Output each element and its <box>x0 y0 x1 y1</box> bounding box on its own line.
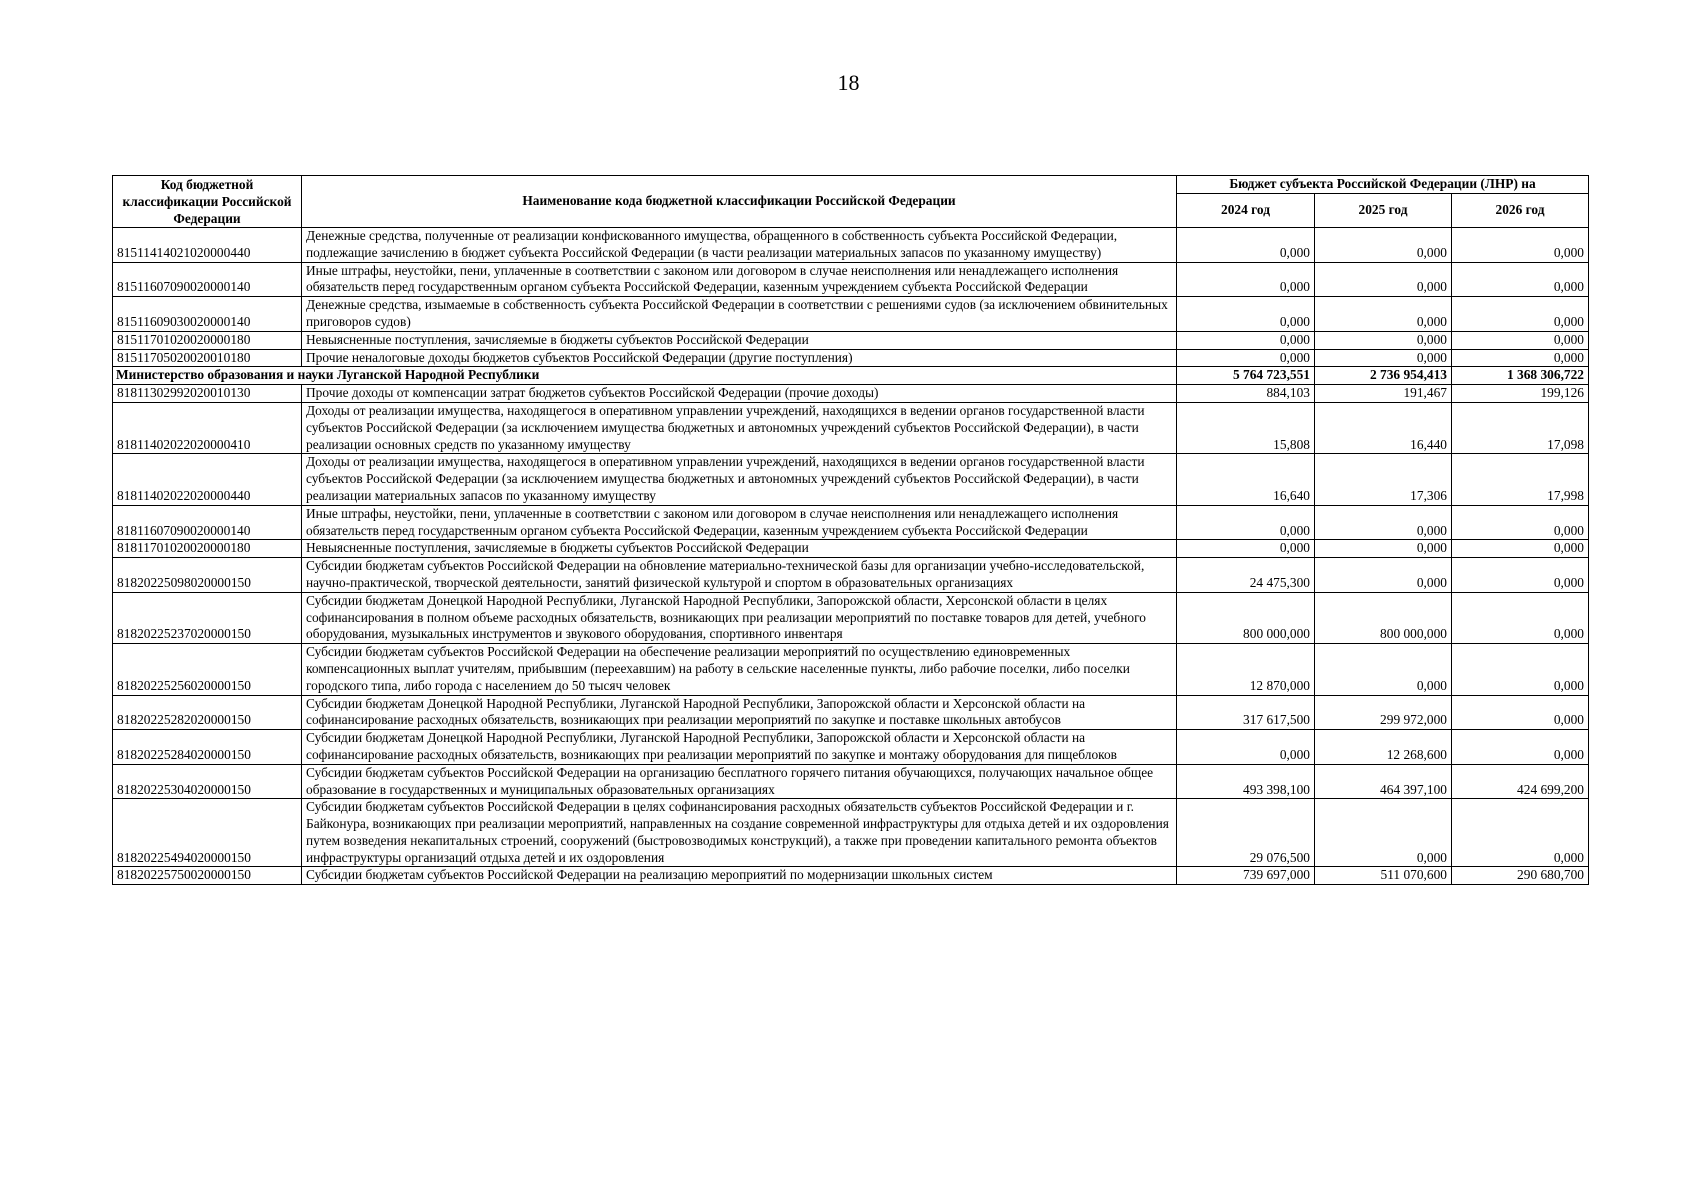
amount-2024: 5 764 723,551 <box>1177 367 1315 385</box>
budget-code: 81511609030020000140 <box>113 297 302 332</box>
amount-2026: 0,000 <box>1452 540 1589 558</box>
page-number: 18 <box>837 70 860 95</box>
amount-2024: 15,808 <box>1177 402 1315 453</box>
table-row <box>113 695 1589 730</box>
amount-2025: 0,000 <box>1315 297 1452 332</box>
table-row <box>113 262 1589 297</box>
amount-2025: 17,306 <box>1315 454 1452 505</box>
budget-code-name: Прочие доходы от компенсации затрат бюджетов субъектов Российской Федерации (прочие доходы) <box>302 385 1177 403</box>
table-row <box>113 867 1589 885</box>
budget-code: 81820225098020000150 <box>113 558 302 593</box>
budget-code-name: Доходы от реализации имущества, находящегося в оперативном управлении учреждений, находящихся в ведении органов государственной власти субъектов Российской Федерации (за исключением имущества бюджетных и автономных учреждений субъектов Российской Федерации), в части реализации основных средств по указанному имуществу <box>302 402 1177 453</box>
amount-2026: 0,000 <box>1452 349 1589 367</box>
amount-2026: 0,000 <box>1452 730 1589 765</box>
table-row <box>113 402 1589 453</box>
budget-code: 81811402022020000410 <box>113 402 302 453</box>
table-header <box>113 176 1589 228</box>
amount-2024: 0,000 <box>1177 540 1315 558</box>
amount-2026: 0,000 <box>1452 799 1589 867</box>
table-row <box>113 297 1589 332</box>
budget-code: 81511414021020000440 <box>113 228 302 263</box>
amount-2025: 0,000 <box>1315 644 1452 695</box>
header-name: Наименование кода бюджетной классификации Российской Федерации <box>302 176 1177 228</box>
table-row <box>113 385 1589 403</box>
amount-2026: 290 680,700 <box>1452 867 1589 885</box>
amount-2026: 0,000 <box>1452 228 1589 263</box>
budget-code-name: Невыясненные поступления, зачисляемые в бюджеты субъектов Российской Федерации <box>302 540 1177 558</box>
budget-code: 81820225282020000150 <box>113 695 302 730</box>
amount-2024: 24 475,300 <box>1177 558 1315 593</box>
amount-2026: 0,000 <box>1452 505 1589 540</box>
amount-2025: 2 736 954,413 <box>1315 367 1452 385</box>
amount-2024: 16,640 <box>1177 454 1315 505</box>
budget-code: 81511705020020010180 <box>113 349 302 367</box>
table-row <box>113 228 1589 263</box>
table-row <box>113 799 1589 867</box>
budget-code-name: Субсидии бюджетам субъектов Российской Федерации на реализацию мероприятий по модернизации школьных систем <box>302 867 1177 885</box>
amount-2024: 884,103 <box>1177 385 1315 403</box>
table-row <box>113 558 1589 593</box>
budget-code-name: Иные штрафы, неустойки, пени, уплаченные в соответствии с законом или договором в случае неисполнения или ненадлежащего исполнения обязательств перед государственным органом субъекта Российской Федерации, казенным учреждением субъекта Российской Федерации <box>302 262 1177 297</box>
budget-code: 81820225304020000150 <box>113 764 302 799</box>
amount-2026: 0,000 <box>1452 331 1589 349</box>
header-year-2026: 2026 год <box>1452 193 1589 227</box>
amount-2024: 0,000 <box>1177 349 1315 367</box>
budget-code-name: Субсидии бюджетам субъектов Российской Федерации в целях софинансирования расходных обязательств субъектов Российской Федерации и г. Байконура, возникающих при реализации мероприятий, направленных на создание современной инфраструктуры для отдыха детей и их оздоровления путем возведения некапитальных строений, сооружений (быстровозводимых конструкций), а также при проведении капитального ремонта объектов инфраструктуры организаций отдыха детей и их оздоровления <box>302 799 1177 867</box>
budget-code-name: Иные штрафы, неустойки, пени, уплаченные в соответствии с законом или договором в случае неисполнения или ненадлежащего исполнения обязательств перед государственным органом субъекта Российской Федерации, казенным учреждением субъекта Российской Федерации <box>302 505 1177 540</box>
amount-2024: 0,000 <box>1177 262 1315 297</box>
amount-2025: 0,000 <box>1315 349 1452 367</box>
budget-table <box>112 175 1589 885</box>
ministry-row <box>113 367 1589 385</box>
amount-2024: 0,000 <box>1177 228 1315 263</box>
amount-2025: 511 070,600 <box>1315 867 1452 885</box>
budget-code-name: Денежные средства, полученные от реализации конфискованного имущества, обращенного в собственность субъекта Российской Федерации, подлежащие зачислению в бюджет субъекта Российской Федерации (в части реализации материальных запасов по указанному имуществу) <box>302 228 1177 263</box>
budget-code: 81820225237020000150 <box>113 592 302 643</box>
amount-2024: 29 076,500 <box>1177 799 1315 867</box>
budget-code: 81511701020020000180 <box>113 331 302 349</box>
header-year-2024: 2024 год <box>1177 193 1315 227</box>
amount-2025: 0,000 <box>1315 228 1452 263</box>
amount-2025: 0,000 <box>1315 558 1452 593</box>
budget-code-name: Субсидии бюджетам субъектов Российской Федерации на организацию бесплатного горячего питания обучающихся, получающих начальное общее образование в государственных и муниципальных образовательных организациях <box>302 764 1177 799</box>
table-row <box>113 349 1589 367</box>
budget-code-name: Субсидии бюджетам субъектов Российской Федерации на обновление материально-технической базы для организации учебно-исследовательской, научно-практической, творческой деятельности, занятий физической культурой и спортом в образовательных организациях <box>302 558 1177 593</box>
table-row <box>113 730 1589 765</box>
amount-2026: 0,000 <box>1452 558 1589 593</box>
budget-code-name: Доходы от реализации имущества, находящегося в оперативном управлении учреждений, находящихся в ведении органов государственной власти субъектов Российской Федерации (за исключением имущества бюджетных и автономных учреждений субъектов Российской Федерации), в части реализации материальных запасов по указанному имуществу <box>302 454 1177 505</box>
header-budget-group: Бюджет субъекта Российской Федерации (ЛНР) на <box>1177 176 1589 194</box>
budget-code: 81820225494020000150 <box>113 799 302 867</box>
budget-code-name: Субсидии бюджетам Донецкой Народной Республики, Луганской Народной Республики, Запорожской области и Херсонской области на софинансирование расходных обязательств, возникающих при реализации мероприятий по закупке и поставке школьных автобусов <box>302 695 1177 730</box>
amount-2024: 800 000,000 <box>1177 592 1315 643</box>
budget-code-name: Субсидии бюджетам Донецкой Народной Республики, Луганской Народной Республики, Запорожской области и Херсонской области на софинансирование расходных обязательств, возникающих при реализации мероприятий по закупке и монтажу оборудования для пищеблоков <box>302 730 1177 765</box>
budget-code-name: Субсидии бюджетам Донецкой Народной Республики, Луганской Народной Республики, Запорожской области, Херсонской области в целях софинансирования в полном объеме расходных обязательств, возникающих при реализации мероприятий по поставке товаров для детей, учебного оборудования, музыкальных инструментов и звукового оборудования, спортивного инвентаря <box>302 592 1177 643</box>
budget-code-name: Невыясненные поступления, зачисляемые в бюджеты субъектов Российской Федерации <box>302 331 1177 349</box>
table-row <box>113 505 1589 540</box>
amount-2025: 12 268,600 <box>1315 730 1452 765</box>
table-body <box>113 228 1589 885</box>
amount-2025: 0,000 <box>1315 799 1452 867</box>
amount-2026: 17,098 <box>1452 402 1589 453</box>
amount-2026: 424 699,200 <box>1452 764 1589 799</box>
amount-2024: 0,000 <box>1177 505 1315 540</box>
amount-2025: 0,000 <box>1315 262 1452 297</box>
ministry-name: Министерство образования и науки Луганской Народной Республики <box>113 367 1177 385</box>
table-row <box>113 644 1589 695</box>
amount-2024: 12 870,000 <box>1177 644 1315 695</box>
amount-2025: 191,467 <box>1315 385 1452 403</box>
amount-2026: 0,000 <box>1452 262 1589 297</box>
budget-code-name: Прочие неналоговые доходы бюджетов субъектов Российской Федерации (другие поступления) <box>302 349 1177 367</box>
amount-2024: 0,000 <box>1177 331 1315 349</box>
budget-code-name: Субсидии бюджетам субъектов Российской Федерации на обеспечение реализации мероприятий по осуществлению единовременных компенсационных выплат учителям, прибывшим (переехавшим) на работу в сельские населенные пункты, либо рабочие поселки, либо поселки городского типа, либо города с населением до 50 тысяч человек <box>302 644 1177 695</box>
table-row <box>113 764 1589 799</box>
budget-code: 81820225256020000150 <box>113 644 302 695</box>
budget-code: 81511607090020000140 <box>113 262 302 297</box>
table-row <box>113 454 1589 505</box>
amount-2025: 299 972,000 <box>1315 695 1452 730</box>
table-row <box>113 540 1589 558</box>
budget-code-name: Денежные средства, изымаемые в собственность субъекта Российской Федерации в соответствии с решениями судов (за исключением обвинительных приговоров судов) <box>302 297 1177 332</box>
budget-code: 81820225750020000150 <box>113 867 302 885</box>
amount-2025: 16,440 <box>1315 402 1452 453</box>
amount-2024: 0,000 <box>1177 730 1315 765</box>
amount-2025: 0,000 <box>1315 540 1452 558</box>
table-row <box>113 592 1589 643</box>
budget-code: 81820225284020000150 <box>113 730 302 765</box>
amount-2026: 0,000 <box>1452 592 1589 643</box>
amount-2025: 800 000,000 <box>1315 592 1452 643</box>
amount-2024: 317 617,500 <box>1177 695 1315 730</box>
header-code: Код бюджетной классификации Российской Федерации <box>113 176 302 228</box>
budget-code: 81811701020020000180 <box>113 540 302 558</box>
amount-2026: 0,000 <box>1452 644 1589 695</box>
amount-2026: 199,126 <box>1452 385 1589 403</box>
budget-code: 81811402022020000440 <box>113 454 302 505</box>
amount-2024: 739 697,000 <box>1177 867 1315 885</box>
header-year-2025: 2025 год <box>1315 193 1452 227</box>
amount-2026: 1 368 306,722 <box>1452 367 1589 385</box>
table-row <box>113 331 1589 349</box>
amount-2024: 493 398,100 <box>1177 764 1315 799</box>
amount-2025: 464 397,100 <box>1315 764 1452 799</box>
amount-2026: 17,998 <box>1452 454 1589 505</box>
amount-2025: 0,000 <box>1315 505 1452 540</box>
budget-code: 81811607090020000140 <box>113 505 302 540</box>
amount-2024: 0,000 <box>1177 297 1315 332</box>
amount-2025: 0,000 <box>1315 331 1452 349</box>
amount-2026: 0,000 <box>1452 695 1589 730</box>
budget-code: 81811302992020010130 <box>113 385 302 403</box>
amount-2026: 0,000 <box>1452 297 1589 332</box>
